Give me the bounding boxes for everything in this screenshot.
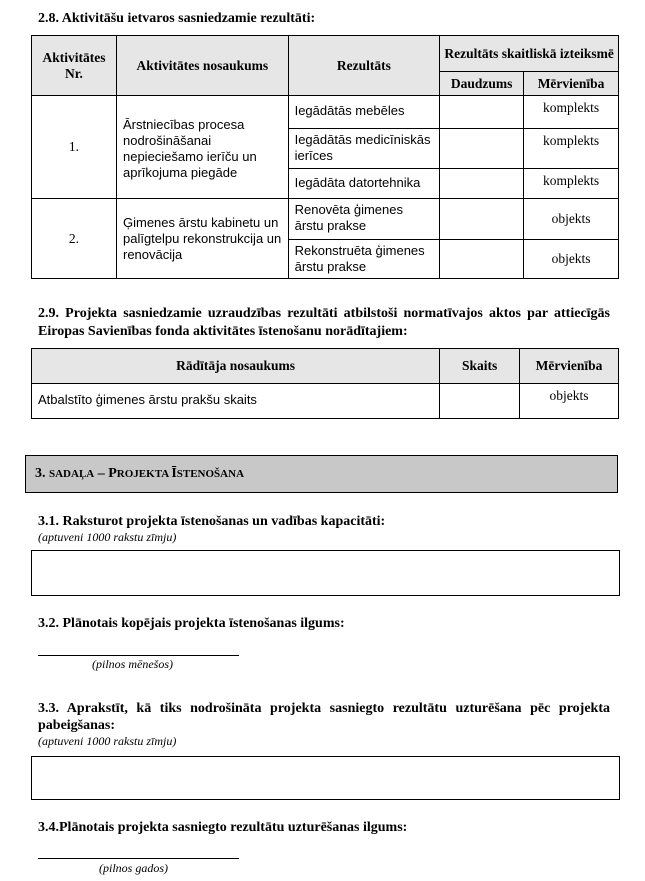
table-row xyxy=(32,199,619,240)
section-3-2-title: 3.2. Plānotais kopējais projekta īstenošanas ilgums: xyxy=(38,616,345,631)
duration-months-input[interactable] xyxy=(38,655,239,656)
table-row xyxy=(32,384,619,419)
activity-1-qty-2[interactable] xyxy=(440,129,524,169)
table-row xyxy=(32,96,619,129)
indicator-count[interactable] xyxy=(440,384,520,419)
section-3-banner xyxy=(25,455,618,493)
activity-1-result-3: Iegādāta datortehnika xyxy=(288,169,440,199)
header-count: Skaits xyxy=(440,349,520,384)
header-unit: Mērvienība xyxy=(524,72,619,96)
activities-results-table xyxy=(31,35,619,279)
activity-1-name: Ārstniecības procesa nodrošināšanai nepieciešamo ierīču un aprīkojuma piegāde xyxy=(116,96,288,199)
activity-2-qty-1[interactable] xyxy=(440,199,524,240)
activity-1-qty-1[interactable] xyxy=(440,96,524,129)
activity-2-name: Ģimenes ārstu kabinetu un palīgtelpu rekonstrukcija un renovācija xyxy=(116,199,288,279)
section-3-2-note: (pilnos mēnešos) xyxy=(92,657,173,671)
activity-1-unit-3: komplekts xyxy=(524,169,619,199)
header-quantity: Daudzums xyxy=(440,72,524,96)
section-3-4-title: 3.4.Plānotais projekta sasniegto rezultātu uzturēšanas ilgums: xyxy=(38,820,408,835)
activity-2-unit-2: objekts xyxy=(524,240,619,279)
activity-1-result-1: Iegādātās mebēles xyxy=(288,96,440,129)
activity-2-qty-2[interactable] xyxy=(440,240,524,279)
header-activity-nr: Aktivitātes Nr. xyxy=(32,36,117,96)
capacity-input[interactable] xyxy=(31,550,620,596)
activity-2-unit-1: objekts xyxy=(524,199,619,240)
indicator-name: Atbalstīto ģimenes ārstu prakšu skaits xyxy=(32,384,440,419)
activity-2-result-2: Rekonstruēta ģimenes ārstu prakse xyxy=(288,240,440,279)
header-unit: Mērvienība xyxy=(520,349,619,384)
section-3-3-note: (aptuveni 1000 rakstu zīmju) xyxy=(38,734,177,748)
section-3-1-note: (aptuveni 1000 rakstu zīmju) xyxy=(38,530,177,544)
activity-1-qty-3[interactable] xyxy=(440,169,524,199)
activity-2-result-1: Renovēta ģimenes ārstu prakse xyxy=(288,199,440,240)
header-activity-name: Aktivitātes nosaukums xyxy=(116,36,288,96)
activity-2-nr: 2. xyxy=(32,199,117,279)
activity-1-unit-1: komplekts xyxy=(524,96,619,129)
maintenance-input[interactable] xyxy=(31,756,620,800)
header-result: Rezultāts xyxy=(288,36,440,96)
activity-1-result-2: Iegādātās medicīniskās ierīces xyxy=(288,129,440,169)
section-3-4-note: (pilnos gados) xyxy=(99,861,168,875)
section-3-1-title: 3.1. Raksturot projekta īstenošanas un vadības kapacitāti: xyxy=(38,514,386,529)
activity-1-unit-2: komplekts xyxy=(524,129,619,169)
section-3-title: 3. SADAĻA – PROJEKTA ĪSTENOŠANA xyxy=(35,466,245,481)
maintenance-years-input[interactable] xyxy=(38,858,239,859)
section-2-9-title: 2.9. Projekta sasniedzamie uzraudzības rezultāti atbilstoši normatīvajos aktos par attiecīgās Eiropas Savienības fonda aktivitātes īstenošanu norādītajiem: xyxy=(38,306,610,339)
section-2-8-title: 2.8. Aktivitāšu ietvaros sasniedzamie rezultāti: xyxy=(38,11,316,26)
header-indicator-name: Rādītāja nosaukums xyxy=(32,349,440,384)
indicator-unit: objekts xyxy=(520,384,619,419)
header-numeric-result: Rezultāts skaitliskā izteiksmē xyxy=(440,36,619,72)
section-3-3-title: 3.3. Aprakstīt, kā tiks nodrošināta projekta sasniegto rezultātu uzturēšana pēc projekta pabeigšanas: xyxy=(38,701,610,733)
activity-1-nr: 1. xyxy=(32,96,117,199)
monitoring-results-table xyxy=(31,348,619,419)
